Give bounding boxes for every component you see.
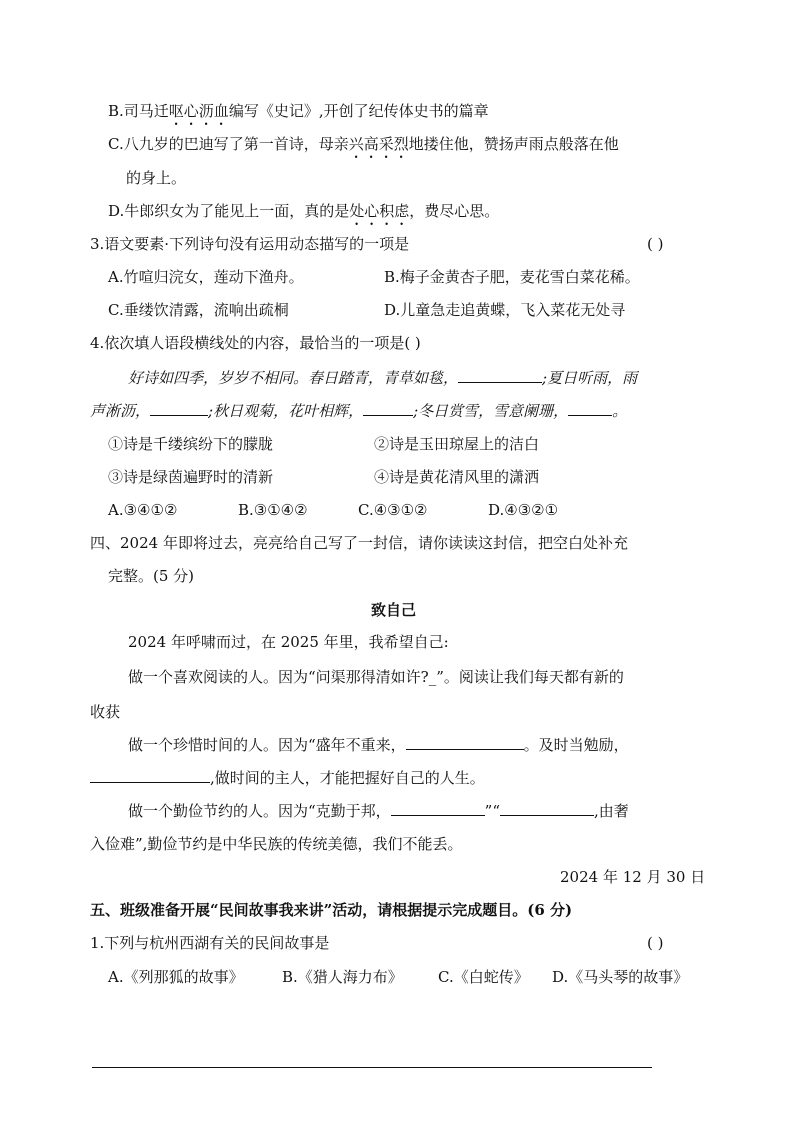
q4-passage-text: ;秋日观菊，花叶相辉， [208, 402, 364, 420]
letter-line-1: 2024 年呼啸而过，在 2025 年里，我希望自己: [128, 633, 449, 651]
q2-option-b-emphasis: 呕心沥血 [168, 102, 229, 120]
letter-title: 致自己 [371, 601, 417, 619]
q4-passage-text: ;夏日听雨，雨 [542, 369, 638, 387]
q4-option-b: B.③①④② [238, 501, 308, 519]
q4-passage-text: 。 [612, 402, 628, 420]
letter-text: 做一个珍惜时间的人。因为“盛年不重来， [128, 736, 406, 754]
letter-text: ”“ [484, 802, 501, 820]
letter-blank-1[interactable] [406, 735, 524, 750]
letter-text: 。及时当勉励， [523, 736, 629, 754]
q3-stem: 3.语文要素·下列诗句没有运用动态描写的一项是 [90, 235, 410, 253]
section4-stem: 四、2024 年即将过去，亮亮给自己写了一封信，请你读读这封信，把空白处补充 [90, 534, 628, 552]
q2-option-c [108, 133, 619, 162]
q4-option-c: C.④③①② [358, 501, 428, 519]
letter-line-5 [90, 767, 485, 789]
letter-text: 做一个勤俭节约的人。因为“克勤于邦， [128, 802, 391, 820]
q4-item-3: ③诗是绿茵遍野时的清新 [108, 468, 274, 486]
s5-q1-option-a: A.《列那狐的故事》 [108, 968, 244, 986]
letter-text: ,做时间的主人，才能把握好自己的人生。 [210, 769, 485, 787]
s5-q1-option-d: D.《马头琴的故事》 [552, 968, 689, 986]
s5-q1-answer-paren[interactable]: ( ) [647, 934, 664, 952]
q2-option-c-line2: 的身上。 [126, 169, 187, 187]
q4-blank-2[interactable] [150, 401, 208, 416]
q4-passage-line1 [128, 367, 637, 389]
q4-item-1: ①诗是千缕缤纷下的朦胧 [108, 435, 274, 453]
q4-item-4: ④诗是黄花清风里的潇洒 [374, 468, 540, 486]
q2-option-d-rest: ，费尽心思。 [409, 202, 500, 220]
q2-option-c-text: C.八九岁的巴迪写了第一首诗，母亲 [108, 135, 349, 153]
q2-option-d-text: D.牛郎织女为了能见上一面，真的是 [108, 202, 350, 220]
q2-option-b-text: B.司马迁 [108, 102, 169, 120]
letter-line-2: 做一个喜欢阅读的人。因为“问渠那得清如许?_”。阅读让我们每天都有新的 [128, 668, 624, 686]
q2-option-d-emphasis: 处心积虑 [349, 202, 410, 220]
q3-option-a: A.竹喧归浣女，莲动下渔舟。 [108, 268, 304, 286]
q4-option-a: A.③④①② [108, 501, 178, 519]
q2-option-c-emphasis: 兴高采烈 [348, 135, 409, 153]
q4-stem: 4.依次填人语段横线处的内容，最恰当的一项是( ) [90, 334, 421, 352]
letter-line-6 [128, 800, 629, 822]
q4-blank-1[interactable] [458, 368, 542, 383]
letter-text: ,由奢 [594, 802, 629, 820]
section5-stem: 五、班级准备开展“民间故事我来讲”活动，请根据提示完成题目。(6 分) [90, 901, 573, 919]
q2-option-c-rest: 地搂住他，赞扬声雨点般落在他 [408, 135, 619, 153]
q4-option-d: D.④③②① [488, 501, 559, 519]
s5-q1-stem: 1.下列与杭州西湖有关的民间故事是 [90, 934, 330, 952]
q3-option-c: C.垂缕饮清露，流响出疏桐 [108, 301, 289, 319]
q3-answer-paren[interactable]: ( ) [647, 235, 664, 253]
q4-item-2: ②诗是玉田琼屋上的洁白 [374, 435, 540, 453]
letter-line-4 [128, 734, 629, 756]
letter-line-7: 入俭难”,勤俭节约是中华民族的传统美德，我们不能丢。 [90, 835, 463, 853]
s5-q1-option-c: C.《白蛇传》 [438, 968, 529, 986]
q4-passage-line2 [90, 400, 627, 422]
q4-passage-text: 好诗如四季，岁岁不相同。春日踏青，青草如毯， [128, 369, 459, 387]
q4-passage-text: 声淅沥， [90, 402, 151, 420]
letter-date: 2024 年 12 月 30 日 [560, 868, 706, 886]
footer-rule [92, 1067, 652, 1068]
q2-option-b [108, 100, 489, 129]
q3-option-d: D.儿童急走追黄蝶，飞入菜花无处寻 [384, 301, 626, 319]
letter-blank-4[interactable] [500, 801, 594, 816]
letter-blank-2[interactable] [90, 768, 210, 783]
q3-option-b: B.梅子金黄杏子肥，麦花雪白菜花稀。 [384, 268, 640, 286]
s5-q1-option-b: B.《猎人海力布》 [282, 968, 403, 986]
section4-stem-line2: 完整。(5 分) [108, 567, 195, 585]
q4-passage-text: ;冬日赏雪，雪意阑珊， [413, 402, 569, 420]
q2-option-d [108, 200, 499, 229]
q4-blank-4[interactable] [568, 401, 612, 416]
letter-line-3: 收获 [90, 703, 121, 721]
q2-option-b-rest: 编写《史记》,开创了纪传体史书的篇章 [228, 102, 489, 120]
q4-blank-3[interactable] [363, 401, 413, 416]
letter-blank-3[interactable] [391, 801, 485, 816]
